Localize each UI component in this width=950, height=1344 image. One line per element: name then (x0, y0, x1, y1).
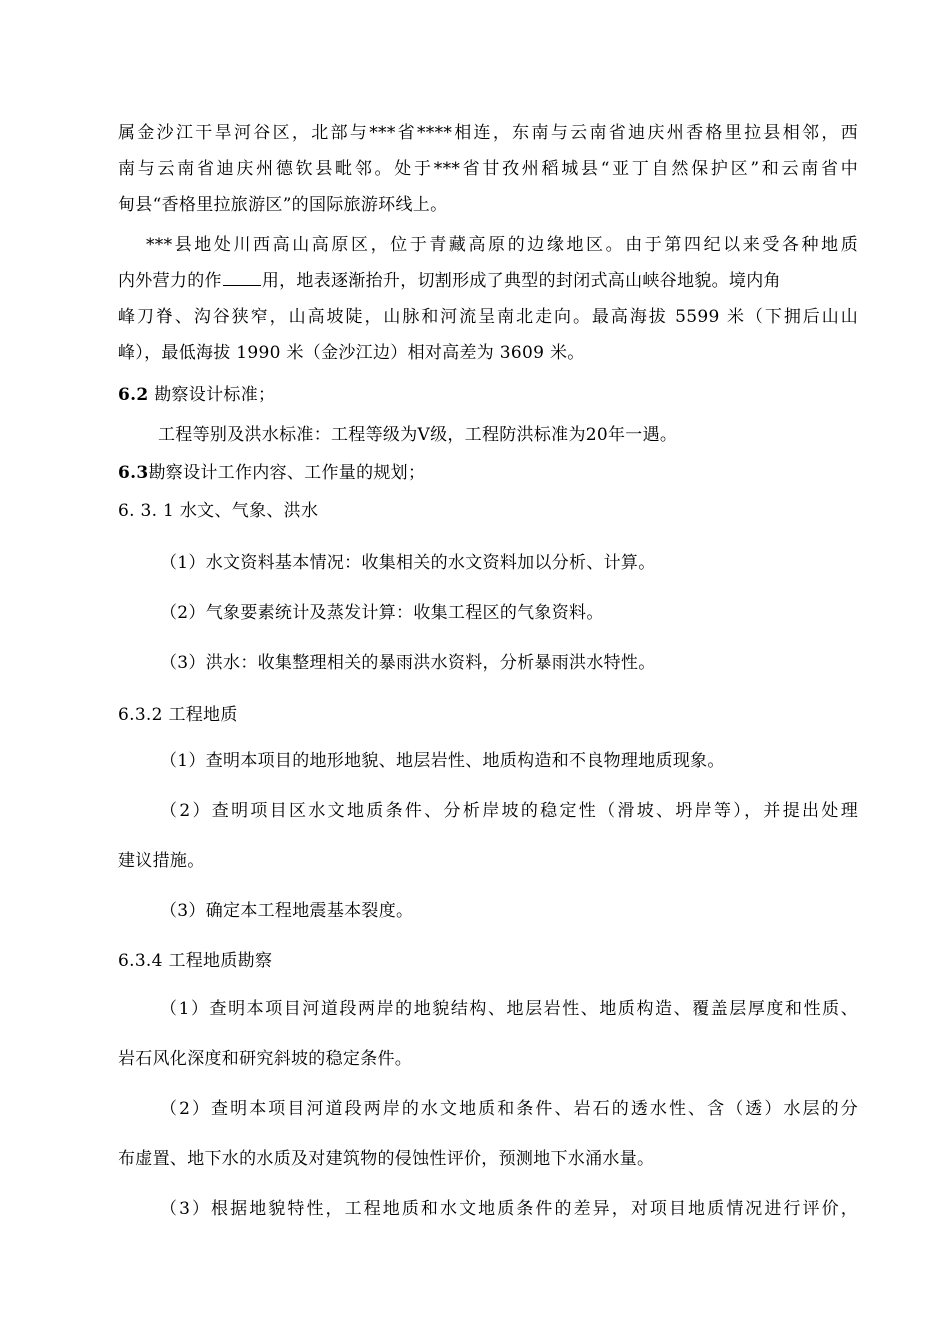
section-6-3-4-item-2-line-2: 布虚置、地下水的水质及对建筑物的侵蚀性评价，预测地下水涌水量。 (118, 1149, 655, 1169)
section-6-3-4-item-1-line-1: （1）查明本项目河道段两岸的地貌结构、地层岩性、地质构造、覆盖层厚度和性质、 (160, 999, 858, 1019)
section-6-3-heading (118, 462, 858, 484)
section-6-3-1-item-3: （3）洪水：收集整理相关的暴雨洪水资料，分析暴雨洪水特性。 (160, 653, 656, 673)
paragraph-2-line-2 (118, 270, 858, 292)
section-6-2-body: 工程等别及洪水标准：工程等级为Ⅴ级，工程防洪标准为20年一遇。 (158, 425, 678, 445)
section-6-3-2-item-1: （1）查明本项目的地形地貌、地层岩性、地质构造和不良物理地质现象。 (160, 751, 725, 771)
section-6-3-2-item-2-line-2: 建议措施。 (118, 851, 205, 871)
paragraph-1-line-2: 南与云南省迪庆州德钦县毗邻。处于***省甘孜州稻城县“亚丁自然保护区”和云南省中 (118, 159, 858, 179)
paragraph-2-line-1: ***县地处川西高山高原区，位于青藏高原的边缘地区。由于第四纪以来受各种地质 (146, 235, 858, 255)
section-6-2-number: 6.2 (118, 385, 149, 405)
section-6-3-1-item-2: （2）气象要素统计及蒸发计算：收集工程区的气象资料。 (160, 603, 604, 623)
section-6-3-2-item-2-line-1: （2）查明项目区水文地质条件、分析岸坡的稳定性（滑坡、坍岸等），并提出处理 (160, 801, 858, 821)
section-6-3-4-item-1-line-2: 岩石风化深度和研究斜坡的稳定条件。 (118, 1049, 413, 1069)
section-6-3-4-heading: 6.3.4 工程地质勘察 (118, 951, 273, 971)
paragraph-2-line-3: 峰刀脊、沟谷狭窄，山高坡陡，山脉和河流呈南北走向。最高海拔 5599 米（下拥后山山 (118, 307, 858, 327)
paragraph-2-line-2-end: 用，地表逐渐抬升，切割形成了典型的封闭式高山峡谷地貌。境内角 (261, 271, 781, 291)
section-6-3-2-heading: 6.3.2 工程地质 (118, 705, 238, 725)
section-6-2-heading (118, 384, 858, 406)
paragraph-2-line-4: 峰），最低海拔 1990 米（金沙江边）相对高差为 3609 米。 (118, 343, 585, 363)
section-6-3-title: 勘察设计工作内容、工作量的规划； (148, 463, 426, 483)
section-6-3-2-item-3: （3）确定本工程地震基本裂度。 (160, 901, 414, 921)
section-6-3-4-item-3-line-1: （3）根据地貌特性，工程地质和水文地质条件的差异，对项目地质情况进行评价， (160, 1199, 858, 1219)
section-6-3-4-item-2-line-1: （2）查明本项目河道段两岸的水文地质和条件、岩石的透水性、含（透）水层的分 (160, 1099, 858, 1119)
paragraph-1-line-1: 属金沙江干旱河谷区，北部与***省****相连，东南与云南省迪庆州香格里拉县相邻，西 (118, 123, 858, 143)
section-6-3-1-item-1: （1）水文资料基本情况：收集相关的水文资料加以分析、计算。 (160, 553, 656, 573)
section-6-3-1-heading: 6. 3. 1 水文、气象、洪水 (118, 501, 319, 521)
paragraph-1-line-3: 甸县“香格里拉旅游区”的国际旅游环线上。 (118, 195, 448, 215)
section-6-2-title: 勘察设计标准； (148, 385, 276, 405)
section-6-3-number: 6.3 (118, 463, 149, 483)
fill-in-blank (223, 270, 261, 286)
paragraph-2-line-2-start: 内外营力的作 (118, 271, 222, 291)
